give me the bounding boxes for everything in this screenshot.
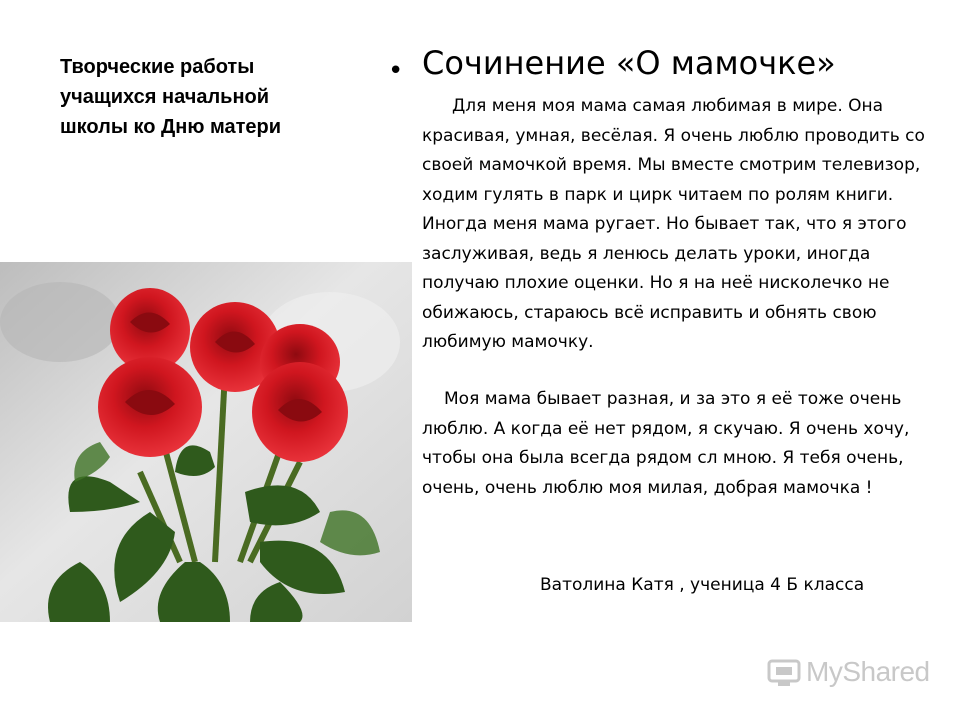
author-signature: Ватолина Катя , ученица 4 Б класса [540,575,865,595]
watermark-logo-icon [766,655,802,689]
essay-paragraph-2: Моя мама бывает разная, и за это я её тоже очень люблю. А когда её нет рядом, я скучаю. Я очень хочу, чтобы она была всегда рядом сл мною. Я тебя очень, очень, очень люблю моя милая, добрая мамочка ! [422,389,910,498]
watermark-text: MyShared [806,656,930,687]
bullet-marker: • [388,56,404,86]
watermark [766,652,936,692]
slide-subtitle: Творческие работы учащихся начальной школы ко Дню матери [60,56,282,138]
roses-photo [0,262,412,622]
essay-paragraph-1: Для меня моя мама самая любимая в мире. Она красивая, умная, весёлая. Я очень люблю проводить со своей мамочкой время. Мы вместе смотрим телевизор, ходим гулять в парк и цирк читаем по ролям книги. Иногда меня мама ругает. Но бывает так, что я этого заслуживая, ведь я ленюсь делать уроки, иногда получаю плохие оценки. Но я на неё нисколечко не обижаюсь, стараюсь всё исправить и обнять свою любимую мамочку. [422,96,925,352]
essay-title: Сочинение «О мамочке» [422,44,836,82]
